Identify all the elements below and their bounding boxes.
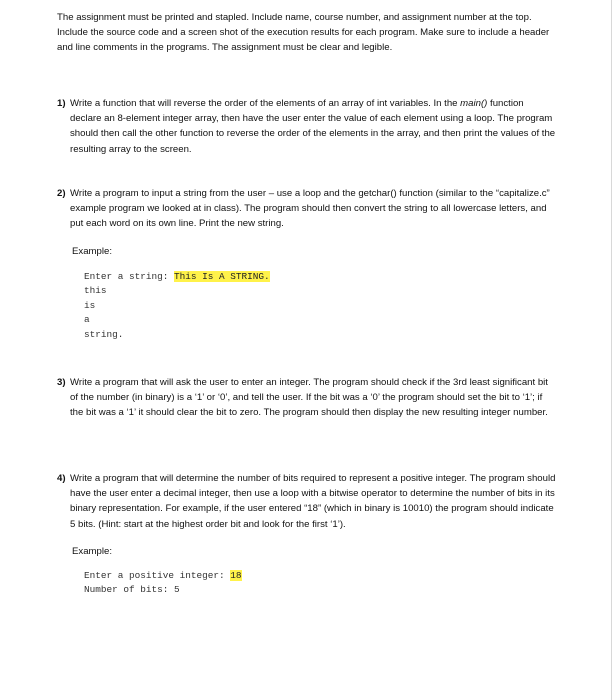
console-prompt: Enter a string: (84, 271, 175, 282)
question-1-text-part: function declare an 8-element integer array, then have the user enter the value of each element using a loop. The program should then call the other function to reverse the order of the elements in the array, and then print the values of the resulting array to the screen. (70, 98, 556, 155)
console-output-line: a (84, 314, 90, 326)
console-output-line: Number of bits: 5 (84, 584, 180, 596)
question-2-number: 2) (57, 188, 66, 199)
question-4-text: Write a program that will determine the number of bits required to represent a positive integer. The program should have the user enter a decimal integer, then use a loop with a bitwise operator to determine the number of bits in its binary representation. For example, if the user entered “18” (which in binary is 10010) the program should indicate 5 bits. (Hint: start at the highest order bit and look for the first ‘1’). (70, 473, 556, 530)
console-user-input: 18 (230, 570, 242, 581)
console-line (84, 270, 270, 284)
question-2-text: Write a program to input a string from the user – use a loop and the getchar() function (similar to the “capitalize.c” example program we looked at in class). The program should then convert the string to all lowercase letters, and put each word on its own line. Print the new string. (70, 188, 550, 230)
question-4 (57, 471, 557, 532)
question-2-example-output (84, 270, 270, 342)
question-3-number: 3) (57, 377, 66, 388)
question-1-number: 1) (57, 98, 66, 109)
question-1 (57, 96, 557, 157)
question-3-text: Write a program that will ask the user to enter an integer. The program should check if the 3rd least significant bit of the number (in binary) is a ‘1’ or ‘0’, and tell the user. If the bit was a ‘0’ the program should set the bit to ‘1’; if the bit was a ‘1’ it should clear the bit to zero. The program should then display the new resulting integer number. (70, 377, 548, 419)
question-4-example-label: Example: (72, 546, 112, 557)
main-function-name: main() (460, 98, 488, 109)
question-4-number: 4) (57, 473, 66, 484)
console-line (84, 569, 242, 583)
console-user-input: This Is A STRING. (174, 271, 270, 282)
question-3 (57, 375, 557, 421)
intro-paragraph: The assignment must be printed and stapled. Include name, course number, and assignment number at the top. Include the source code and a screen shot of the execution results for each program. Make sure to include a header and line comments in the programs. The assignment must be clear and legible. (57, 12, 550, 54)
question-2 (57, 186, 557, 232)
console-output-line: string. (84, 328, 124, 340)
console-output-line: is (84, 299, 96, 311)
question-2-example-label: Example: (72, 246, 112, 257)
question-4-example-output (84, 569, 242, 598)
console-prompt: Enter a positive integer: (84, 570, 231, 581)
console-output-line: this (84, 285, 107, 297)
question-1-text (70, 96, 557, 157)
question-1-text-part: Write a function that will reverse the order of the elements of an array of int variables. In the (70, 98, 461, 109)
